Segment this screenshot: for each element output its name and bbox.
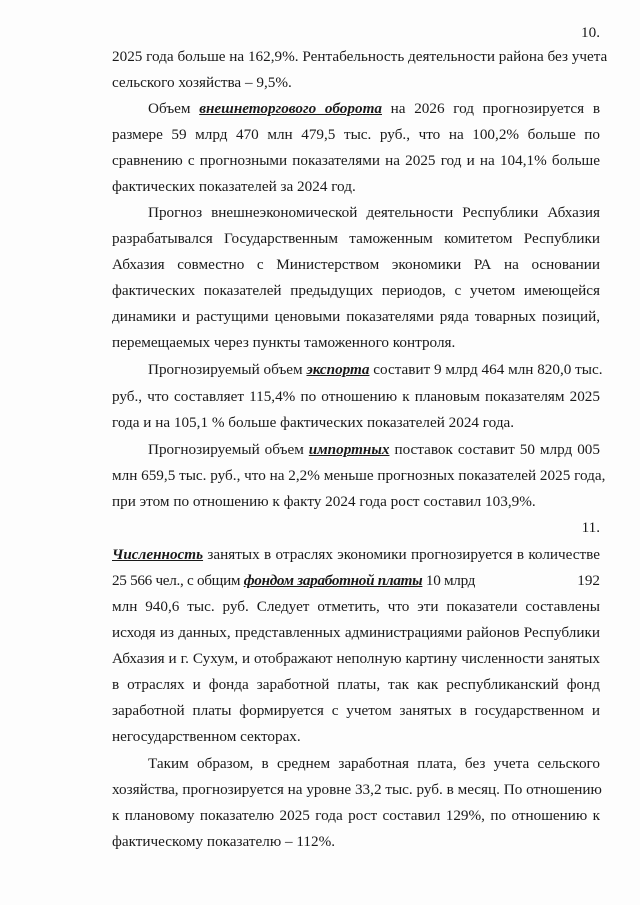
text-fragment: Прогнозируемый объем <box>148 361 307 378</box>
text-line: разрабатывался Государственным таможенным комитетом Республики <box>112 230 600 247</box>
text-line: к плановому показателю 2025 года рост составил 129%, по отношению к <box>112 807 600 824</box>
text-line: сравнению с прогнозными показателями на 2025 год и на 104,1% больше <box>112 152 600 169</box>
text-line: в отраслях и фонда заработной платы, так как республиканский фонд <box>112 676 600 693</box>
text-line: размере 59 млрд 470 млн 479,5 тыс. руб., что на 100,2% больше по <box>112 126 600 143</box>
text-line: Абхазия и г. Сухум, и отображают неполную картину численности занятых <box>112 650 600 667</box>
text-fragment: 10 млрд <box>422 572 476 589</box>
text-line: млн 940,6 тыс. руб. Следует отметить, что эти показатели составлены <box>112 598 600 615</box>
keyword-employment: Численность <box>112 546 204 563</box>
text-line: года и на 105,1 % больше фактических показателей 2024 года. <box>112 414 515 431</box>
keyword-imports: импортных <box>308 441 390 458</box>
text-line: фактических показателей предыдущих периодов, с учетом имеющейся <box>112 282 600 299</box>
text-fragment: 192 <box>577 572 600 589</box>
text-fragment: Объем <box>148 100 200 117</box>
text-line: перемещаемых через пункты таможенного контроля. <box>112 334 456 351</box>
text-line: млн 659,5 тыс. руб., что на 2,2% меньше прогнозных показателей 2025 года, <box>112 467 606 484</box>
text-line: заработной платы формируется с учетом занятых в государственном и <box>112 702 600 719</box>
text-line: динамики и растущими ценовыми показателями ряда товарных позиций, <box>112 308 600 325</box>
text-line: руб., что составляет 115,4% по отношению к плановым показателям 2025 <box>112 388 600 405</box>
section-number-10: 10. <box>581 24 600 41</box>
text-line: при этом по отношению к факту 2024 года рост составил 103,9%. <box>112 493 536 510</box>
text-fragment: Прогнозируемый объем <box>148 441 309 458</box>
text-line: 2025 года больше на 162,9%. Рентабельность деятельности района без учета <box>112 48 608 65</box>
keyword-wage-fund: фондом заработной платы <box>243 572 423 589</box>
text-line: сельского хозяйства – 9,5%. <box>112 74 292 91</box>
text-line: Абхазия совместно с Министерством экономики РА на основании <box>112 256 600 273</box>
text-line: хозяйства, прогнозируется на уровне 33,2 тыс. руб. в месяц. По отношению <box>112 781 602 798</box>
keyword-export: экспорта <box>306 361 370 378</box>
text-line: Таким образом, в среднем заработная плата, без учета сельского <box>148 755 600 772</box>
text-line: исходя из данных, представленных администрациями районов Республики <box>112 624 600 641</box>
text-line: Прогноз внешнеэкономической деятельности Республики Абхазия <box>148 204 600 221</box>
text-fragment: составит 9 млрд 464 млн 820,0 тыс. <box>369 361 603 378</box>
paragraph-export-start <box>148 360 603 380</box>
paragraph-import-start <box>148 440 600 460</box>
text-fragment: на 2026 год прогнозируется в <box>382 100 600 117</box>
keyword-foreign-trade-turnover: внешнеторгового оборота <box>199 100 382 117</box>
paragraph-employment-start <box>112 545 600 565</box>
paragraph-foreign-trade-start <box>148 99 600 119</box>
section-number-11: 11. <box>581 519 600 536</box>
text-line: негосударственном секторах. <box>112 728 301 745</box>
text-fragment: поставок составит 50 млрд 005 <box>389 441 600 458</box>
wage-fund-line <box>112 571 600 591</box>
text-line: фактическому показателю – 112%. <box>112 833 336 850</box>
text-fragment: занятых в отраслях экономики прогнозируется в количестве <box>203 546 600 563</box>
text-fragment: 25 566 чел., с общим <box>112 572 244 589</box>
text-line: фактических показателей за 2024 год. <box>112 178 356 195</box>
